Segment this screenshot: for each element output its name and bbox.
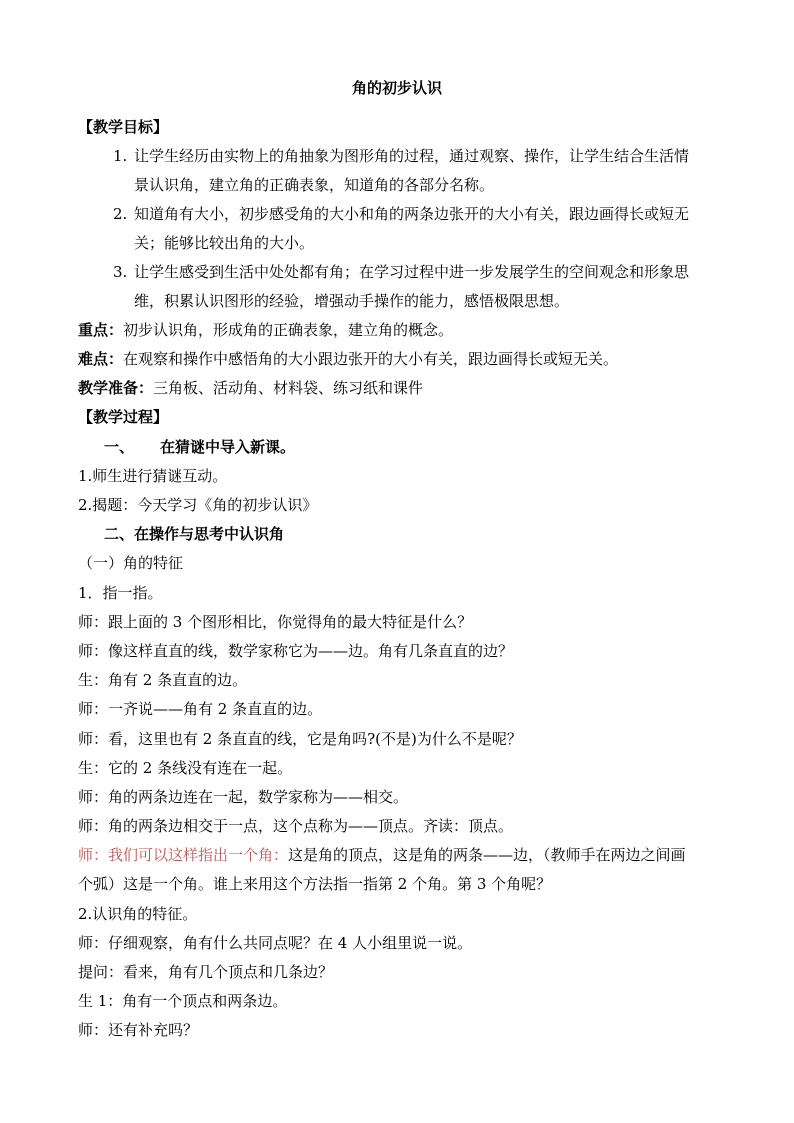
goal-1-number: 1. — [113, 147, 128, 165]
goal-2-line-1: 知道角有大小，初步感受角的大小和角的两条边张开的大小有关，跟边画得长或短无 — [134, 205, 690, 223]
key-point-label: 重点： — [78, 321, 124, 339]
section-1-item-2: 2.揭题：今天学习《角的初步认识》 — [78, 496, 318, 514]
difficulty — [78, 349, 618, 369]
highlight-paragraph-line-1 — [78, 845, 686, 865]
dialog2-line-4: 师：还有补充吗？ — [78, 1021, 199, 1039]
dialog2-line-3: 生 1：角有一个顶点和两条边。 — [78, 992, 288, 1010]
process-heading: 【教学过程】 — [78, 408, 169, 426]
dialog-line-8: 师：角的两条边相交于一点，这个点称为——顶点。齐读：顶点。 — [78, 817, 514, 835]
step-feature: 2.认识角的特征。 — [78, 905, 198, 923]
preparation-text: 三角板、活动角、材料袋、练习纸和课件 — [153, 379, 424, 397]
goal-1-line-1: 让学生经历由实物上的角抽象为图形角的过程，通过观察、操作，让学生结合生活情 — [134, 147, 690, 165]
dialog-line-2: 师：像这样直直的线，数学家称它为——边。角有几条直直的边？ — [78, 642, 514, 660]
highlight-paragraph-line-2: 个弧）这是一个角。谁上来用这个方法指一指第 2 个角。第 3 个角呢？ — [78, 875, 552, 893]
goal-1-line-2: 景认识角，建立角的正确表象，知道角的各部分名称。 — [134, 176, 495, 194]
key-point-text: 初步认识角，形成角的正确表象，建立角的概念。 — [123, 321, 454, 339]
key-point — [78, 320, 453, 340]
section-1-number: 一、 — [104, 438, 135, 456]
step-point: 1．指一指。 — [78, 584, 163, 602]
dialog2-line-1: 师：仔细观察，角有什么共同点呢？在 4 人小组里说一说。 — [78, 934, 473, 952]
highlight-red-text: 我们可以这样指出一个角： — [108, 846, 289, 864]
highlight-prefix: 师： — [78, 846, 109, 864]
difficulty-text: 在观察和操作中感悟角的大小跟边张开的大小有关，跟边画得长或短无关。 — [123, 350, 619, 368]
goal-3-line-2: 维，积累认识图形的经验，增强动手操作的能力，感悟极限思想。 — [134, 292, 570, 310]
dialog-line-6: 生：它的 2 条线没有连在一起。 — [78, 759, 293, 777]
goal-3-line-1: 让学生感受到生活中处处都有角；在学习过程中进一步发展学生的空间观念和形象思 — [134, 263, 690, 281]
preparation — [78, 378, 423, 398]
goal-3-number: 3. — [113, 263, 128, 281]
dialog-line-7: 师：角的两条边连在一起，数学家称为——相交。 — [78, 788, 409, 806]
section-2-heading: 二、在操作与思考中认识角 — [104, 525, 285, 543]
dialog-line-1: 师：跟上面的 3 个图形相比，你觉得角的最大特征是什么？ — [78, 613, 473, 631]
document-title: 角的初步认识 — [351, 79, 442, 97]
dialog2-line-2: 提问：看来，角有几个顶点和几条边？ — [78, 963, 334, 981]
goals-heading: 【教学目标】 — [78, 118, 169, 136]
goal-2-number: 2. — [113, 205, 128, 223]
highlight-rest: 这是角的顶点，这是角的两条——边，（教师手在两边之间画 — [288, 846, 686, 864]
dialog-line-4: 师：一齐说——角有 2 条直直的边。 — [78, 700, 323, 718]
section-1-item-1: 1.师生进行猜谜互动。 — [78, 467, 228, 485]
section-1-heading: 在猜谜中导入新课。 — [160, 438, 296, 456]
preparation-label: 教学准备： — [78, 379, 154, 397]
subsection-1-heading: （一）角的特征 — [78, 554, 184, 572]
goal-2-line-2: 关；能够比较出角的大小。 — [134, 234, 315, 252]
dialog-line-3: 生：角有 2 条直直的边。 — [78, 671, 248, 689]
difficulty-label: 难点： — [78, 350, 124, 368]
dialog-line-5: 师：看，这里也有 2 条直直的线，它是角吗?(不是)为什么不是呢？ — [78, 730, 522, 748]
